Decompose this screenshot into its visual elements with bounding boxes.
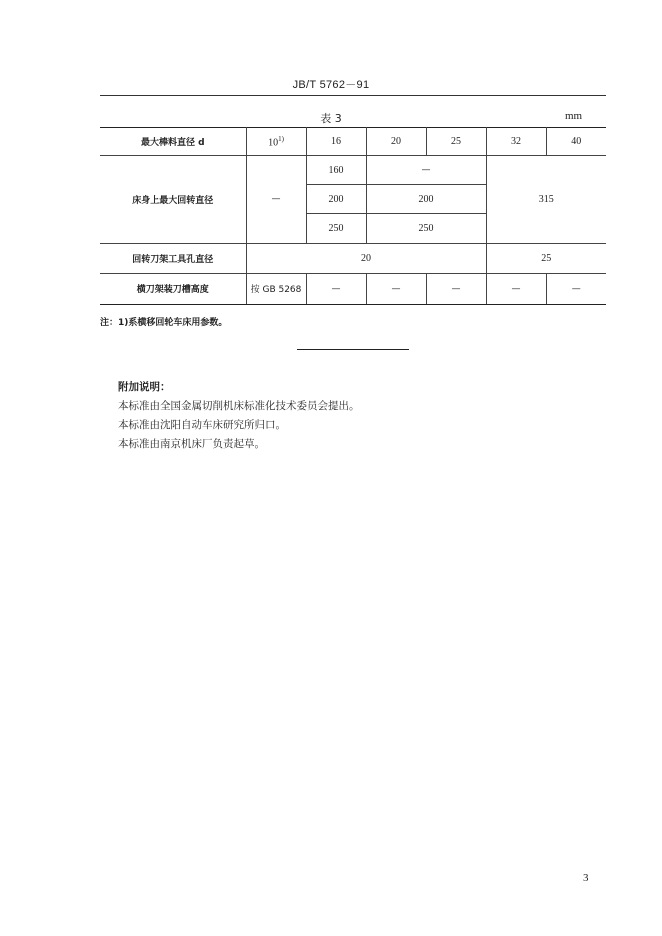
footnote-mark: 1) (278, 134, 284, 143)
cell-swing-250: 250 (306, 214, 366, 243)
label-max-swing-diameter: 床身上最大回转直径 (100, 156, 246, 243)
cell-slot-dash-1: — (306, 273, 366, 304)
cell-swing-200-span: 200 (366, 185, 486, 214)
cell-swing-dash: — (246, 156, 306, 243)
cell-bar-10: 10$^{1)}$ (246, 128, 306, 156)
cell-bar-16: 16 (306, 128, 366, 156)
document-code: JB/T 5762－91 (292, 79, 370, 91)
cell-slot-dash-2: — (366, 273, 426, 304)
cell-swing-160-dash: — (366, 156, 486, 185)
cell-swing-160: 160 (306, 156, 366, 185)
appendix-notes (118, 378, 360, 454)
table-row-swing-1 (100, 156, 606, 185)
table-row-slot-height (100, 273, 606, 304)
section-separator (297, 349, 409, 350)
table-unit: mm (565, 110, 583, 122)
label-cross-slide-slot-height: 横刀架装刀槽高度 (100, 273, 246, 304)
cell-bar-20: 20 (366, 128, 426, 156)
cell-swing-250-span: 250 (366, 214, 486, 243)
table-note: 注：1)系横移回轮车床用参数。 (100, 318, 228, 328)
appendix-line: 本标准由南京机床厂负责起草。 (118, 438, 265, 450)
table-title: 表 3 (320, 112, 342, 125)
cell-tool-hole-20: 20 (246, 243, 486, 273)
appendix-line: 本标准由沈阳自动车床研究所归口。 (118, 419, 286, 431)
cell-bar-25: 25 (426, 128, 486, 156)
table-row-bar-diameter (100, 128, 606, 156)
spec-table (100, 127, 606, 305)
cell-tool-hole-25: 25 (486, 243, 606, 273)
cell-slot-dash-4: — (486, 273, 546, 304)
appendix-heading: 附加说明： (118, 381, 171, 393)
cell-slot-dash-5: — (546, 273, 606, 304)
cell-bar-32: 32 (486, 128, 546, 156)
cell-bar-40: 40 (546, 128, 606, 156)
cell-slot-dash-3: — (426, 273, 486, 304)
header-rule (100, 95, 606, 96)
cell-swing-200: 200 (306, 185, 366, 214)
label-turret-tool-hole-diameter: 回转刀架工具孔直径 (100, 243, 246, 273)
label-max-bar-diameter: 最大棒料直径 d (100, 128, 246, 156)
page-number: 3 (583, 872, 589, 884)
table-row-tool-hole (100, 243, 606, 273)
cell-swing-315: 315 (486, 156, 606, 243)
cell-slot-standard: 按 GB 5268 (246, 273, 306, 304)
appendix-line: 本标准由全国金属切削机床标准化技术委员会提出。 (118, 400, 360, 412)
